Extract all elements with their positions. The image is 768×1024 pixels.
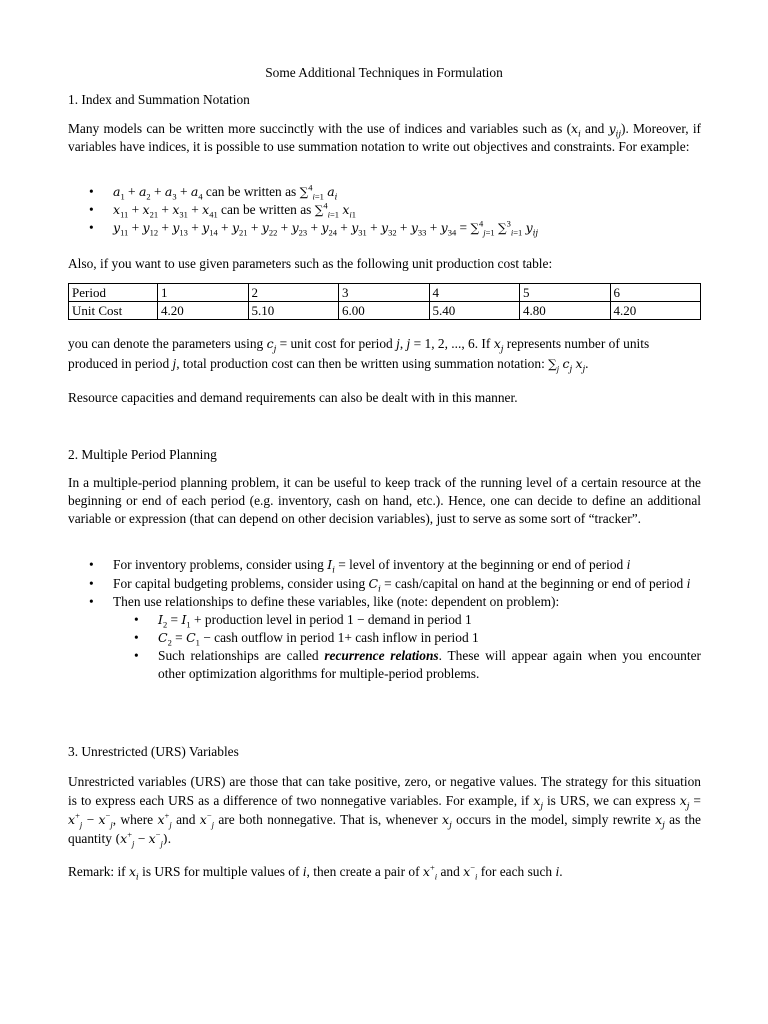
inventory-bullet: • For inventory problems, consider using $I_i$ = level of inventory at the beginning or end of period i (68, 556, 701, 574)
urs-remark: Remark: if $x_i$ is URS for multiple values of i, then create a pair of $x^+_i$ and $x^-_i$ for each such i. (68, 862, 563, 883)
table-intro: Also, if you want to use given parameters such as the following unit production cost table: (68, 256, 553, 271)
section-3-heading: 3. Unrestricted (URS) Variables (68, 744, 239, 759)
table-cell: 4.20 (158, 302, 249, 320)
table-cell: 6 (610, 284, 701, 302)
table-cell: 4.80 (520, 302, 611, 320)
table-row-period (69, 284, 701, 302)
unit-cost-table (68, 283, 701, 320)
table-cell: 3 (339, 284, 430, 302)
section-2-heading: 2. Multiple Period Planning (68, 447, 217, 462)
table-row-unit-cost (69, 302, 701, 320)
page-title: Some Additional Techniques in Formulation (265, 65, 503, 80)
inventory-recurrence: • $I_2 = I_1$ + production level in period 1 − demand in period 1 (68, 611, 701, 629)
table-cell: 5 (520, 284, 611, 302)
table-row-label: Unit Cost (69, 302, 158, 320)
urs-paragraph: Unrestricted variables (URS) are those that can take positive, zero, or negative values. The strategy for this situation is to express each URS as a difference of two nonnegative variables. For example, if $x_j$ is URS, we can express $x_j = x^+_j - x^-_j$, where $x^+_j$ and $x^-_j$ are both nonnegative. That is, whenever $x_j$ occurs in the model, simply rewrite $x_j$ as the quantity $(x^+_j - x^-_j)$. (68, 774, 701, 849)
section-1-heading: 1. Index and Summation Notation (68, 92, 250, 107)
cash-recurrence: • $C_2 = C_1$ − cash outflow in period 1+ cash inflow in period 1 (68, 629, 701, 647)
summation-examples (68, 183, 701, 237)
table-cell: 5.40 (429, 302, 520, 320)
planning-bullets (68, 556, 701, 683)
table-cell: 2 (248, 284, 339, 302)
relationships-bullet: • Then use relationships to define these variables, like (note: dependent on problem): (68, 593, 701, 611)
table-cell: 6.00 (339, 302, 430, 320)
section-2-intro: In a multiple-period planning problem, it can be useful to keep track of the running level of a certain resource at the beginning or end of each period (e.g. inventory, cash on hand, etc.). Hence, one can decide to define an additional variable or expression (that can depend on other decision variables), just to serve as some sort of “tracker”. (68, 475, 701, 526)
section-1-intro: Many models can be written more succinctly with the use of indices and variables such as ($x_i$ and $y_{ij}$). Moreover, if variables have indices, it is possible to use summation notation to write out objectives and constraints. For example: (68, 121, 701, 154)
table-cell: 4 (429, 284, 520, 302)
recurrence-note: • Such relationships are called recurrence relations. These will appear again when you encounter other optimization algorithms for multiple-period problems. (68, 647, 701, 683)
table-row-label: Period (69, 284, 158, 302)
table-cell: 1 (158, 284, 249, 302)
table-cell: 5.10 (248, 302, 339, 320)
table-cell: 4.20 (610, 302, 701, 320)
resource-note: Resource capacities and demand requirements can also be dealt with in this manner. (68, 390, 518, 405)
example-y: • $y_{11} + y_{12} + y_{13} + y_{14} + y_{21} + y_{22} + y_{23} + y_{24} + y_{31} + y_{32} + y_{33} + y_{34} = \sum^4_{j=1}$ ∑$^3_{i=1}$ $y_{ij}$ (68, 219, 701, 237)
capital-bullet: • For capital budgeting problems, consider using $C_i$ = cash/capital on hand at the beginning or end of period i (68, 575, 701, 593)
example-x: • $x_{11} + x_{21} + x_{31} + x_{41}$ can be written as ∑$^4_{i=1}$ $x_{i1}$ (68, 201, 701, 219)
example-a: • $a_1 + a_2 + a_3 + a_4$ can be written as ∑$^4_{i=1}$ $a_i$ (68, 183, 701, 201)
parameter-notation: you can denote the parameters using $c_j$ = unit cost for period j, j = 1, 2, ..., 6. If $x_j$ represents number of units produced in period j, total production cost can then be written using summation notation: $\sum_j$ $c_j$ $x_j$. (68, 336, 650, 375)
